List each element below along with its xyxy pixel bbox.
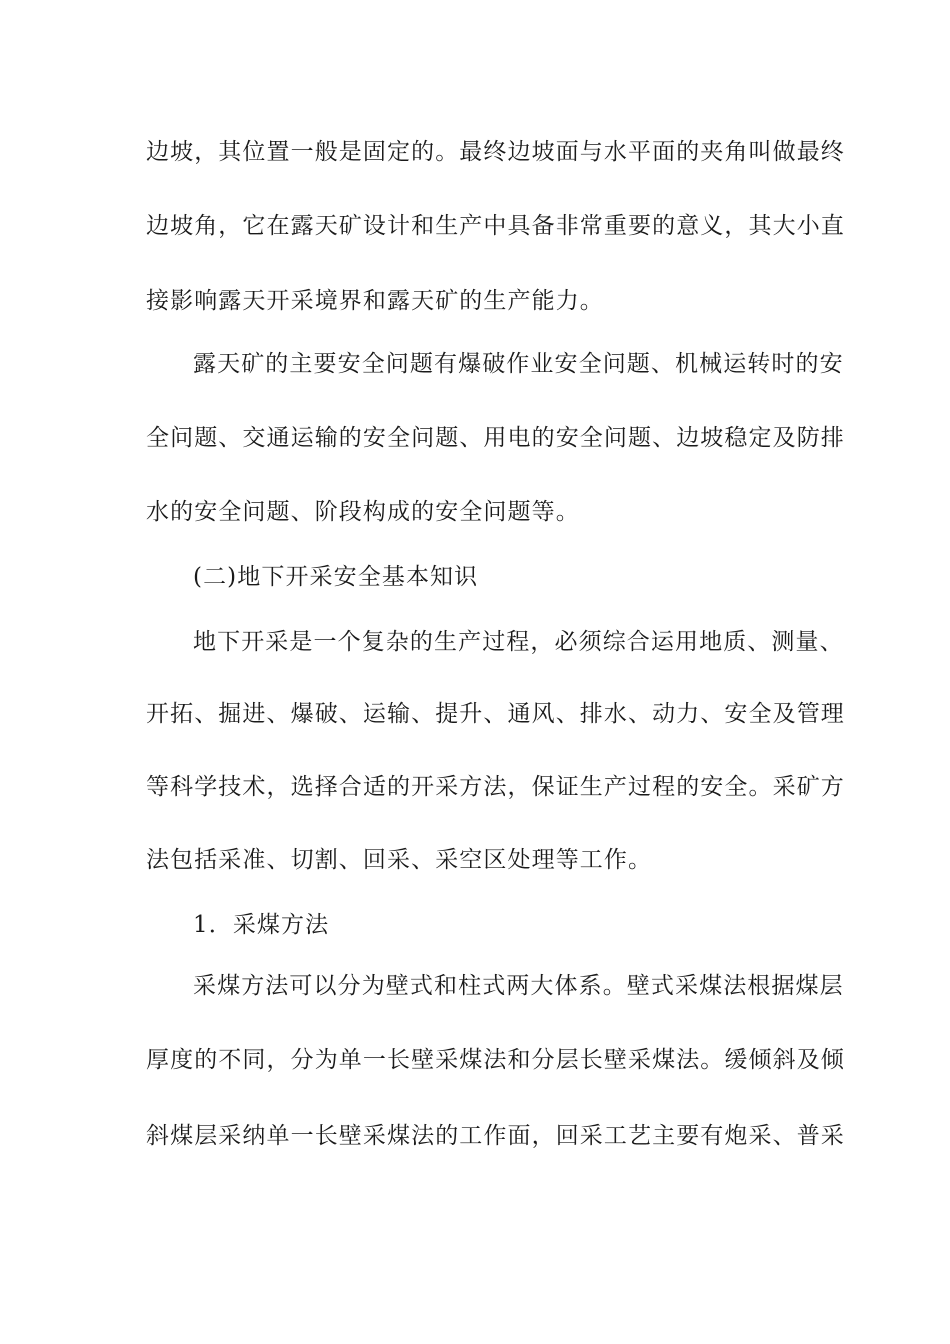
text-line: 法包括采准、切割、回采、采空区处理等工作。 <box>146 847 653 873</box>
text-line: 斜煤层采纳单一长壁采煤法的工作面，回采工艺主要有炮采、普采 <box>146 1123 845 1149</box>
text-line: 厚度的不同，分为单一长壁采煤法和分层长壁采煤法。缓倾斜及倾 <box>146 1047 845 1073</box>
text-line: 全问题、交通运输的安全问题、用电的安全问题、边坡稳定及防排 <box>146 425 845 451</box>
text-line: 边坡角，它在露天矿设计和生产中具备非常重要的意义，其大小直 <box>146 213 845 239</box>
text-line: 等科学技术，选择合适的开采方法，保证生产过程的安全。采矿方 <box>146 774 845 800</box>
text-line: 水的安全问题、阶段构成的安全问题等。 <box>146 499 580 525</box>
paragraph-start-line: 露天矿的主要安全问题有爆破作业安全问题、机械运转时的安 <box>193 351 844 377</box>
text-line: 接影响露天开采境界和露天矿的生产能力。 <box>146 288 604 314</box>
paragraph-start-line: 采煤方法可以分为壁式和柱式两大体系。壁式采煤法根据煤层 <box>193 973 844 999</box>
text-line: 开拓、掘进、爆破、运输、提升、通风、排水、动力、安全及管理 <box>146 701 845 727</box>
text-line: 边坡，其位置一般是固定的。最终边坡面与水平面的夹角叫做最终 <box>146 139 845 165</box>
section-heading: (二)地下开采安全基本知识 <box>193 564 479 590</box>
subsection-heading: 1．采煤方法 <box>193 912 330 938</box>
paragraph-start-line: 地下开采是一个复杂的生产过程，必须综合运用地质、测量、 <box>193 629 844 655</box>
